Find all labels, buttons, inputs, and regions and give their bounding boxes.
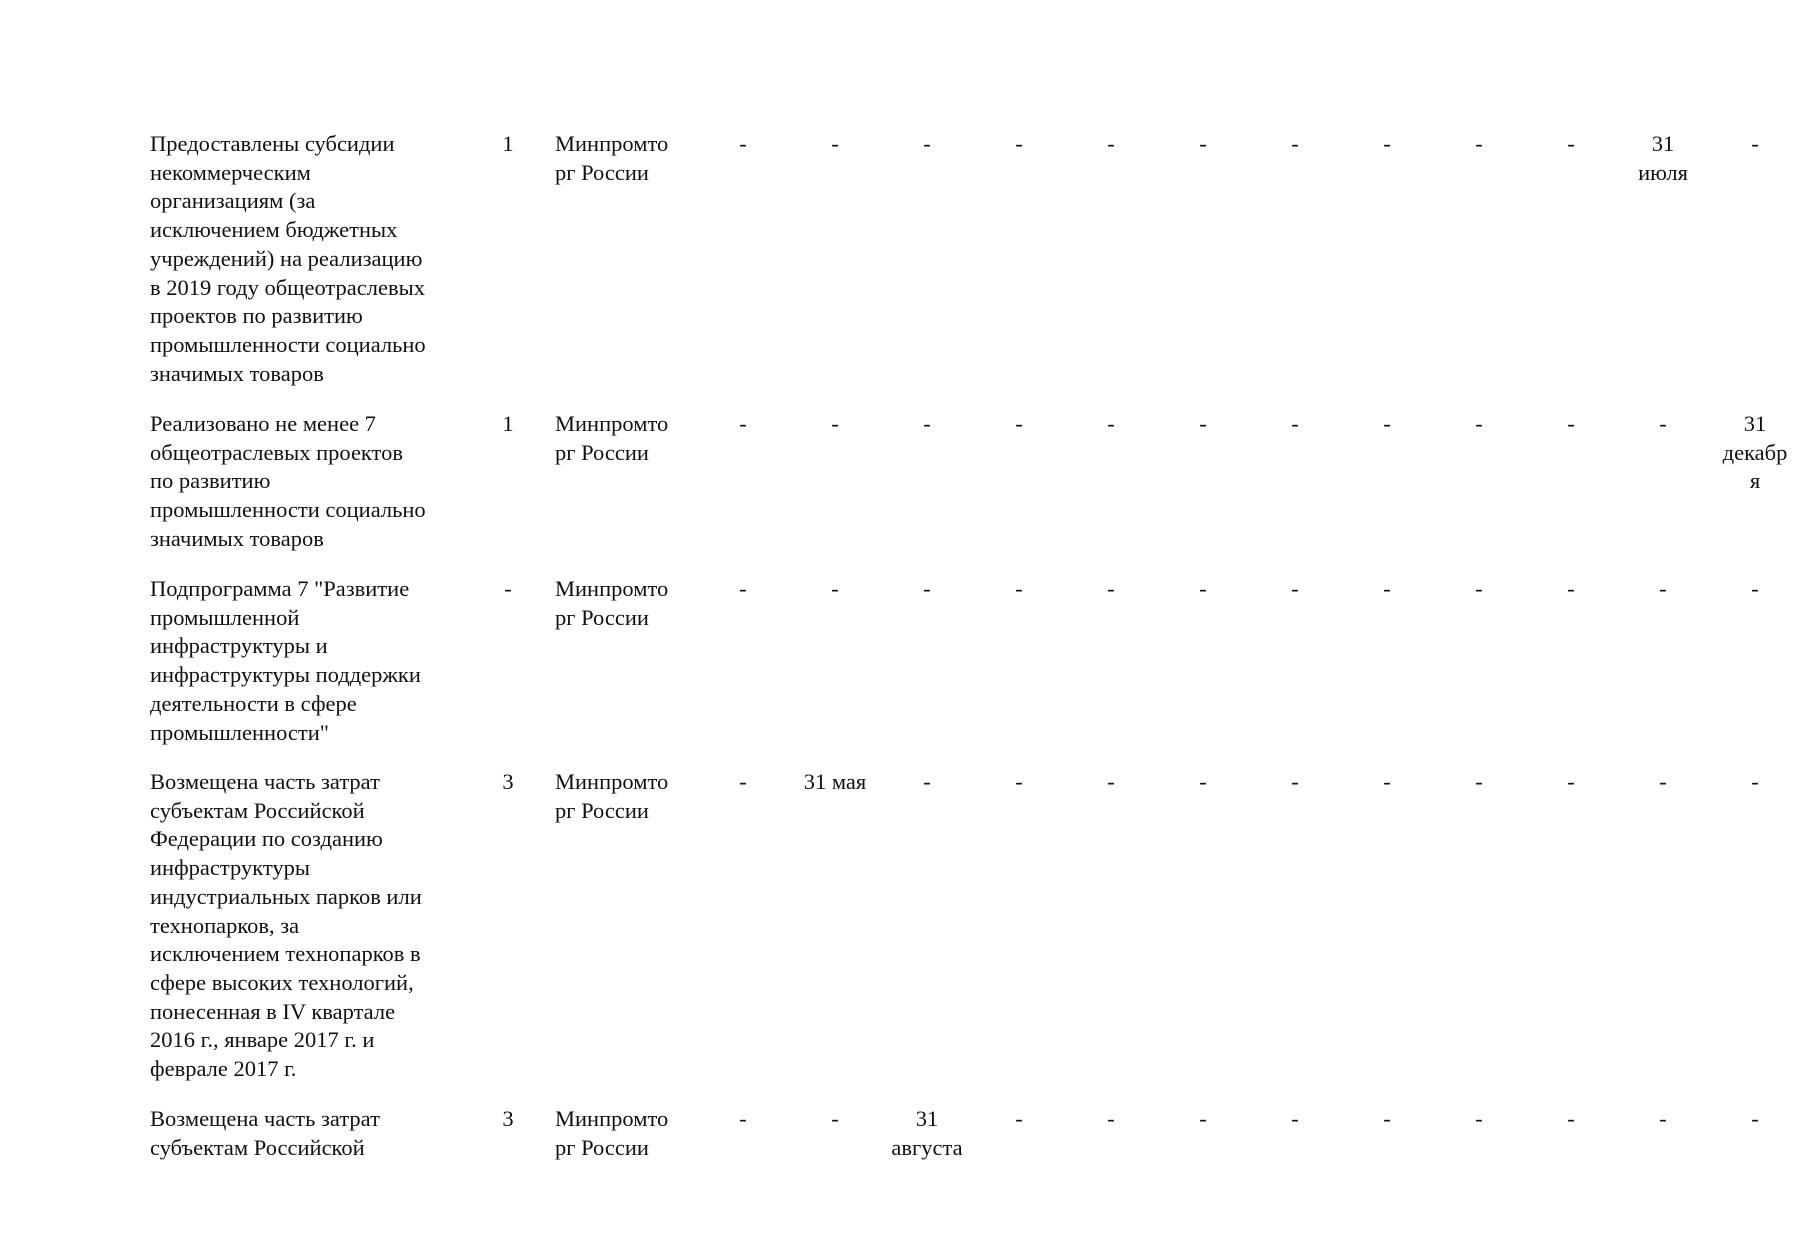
month-cell: - bbox=[1107, 411, 1115, 436]
row-number: 3 bbox=[502, 769, 514, 794]
month-cell: - bbox=[1383, 1106, 1391, 1131]
row-executor: Минпромто рг России bbox=[555, 1106, 669, 1160]
row-executor: Минпромто рг России bbox=[555, 131, 669, 185]
row-title: Возмещена часть затрат субъектам Российской bbox=[150, 1106, 380, 1160]
month-cell: - bbox=[1567, 769, 1575, 794]
row-number: - bbox=[504, 576, 512, 601]
month-cell: - bbox=[1751, 769, 1759, 794]
month-cell: - bbox=[1475, 769, 1483, 794]
month-cell: 31 августа bbox=[891, 1106, 963, 1160]
month-cell: - bbox=[739, 769, 747, 794]
month-cell: 31 июля bbox=[1638, 131, 1688, 185]
month-cell: - bbox=[1475, 131, 1483, 156]
row-executor: Минпромто рг России bbox=[555, 411, 669, 465]
month-cell: - bbox=[1107, 131, 1115, 156]
row-executor: Минпромто рг России bbox=[555, 576, 669, 630]
month-cell: - bbox=[1199, 1106, 1207, 1131]
month-cell: - bbox=[1199, 576, 1207, 601]
month-cell: - bbox=[1751, 576, 1759, 601]
row-number: 1 bbox=[502, 131, 514, 156]
month-cell: - bbox=[1659, 1106, 1667, 1131]
month-cell: 31 мая bbox=[803, 769, 867, 794]
month-cell: - bbox=[1567, 131, 1575, 156]
month-cell: - bbox=[923, 131, 931, 156]
month-cell: - bbox=[1199, 769, 1207, 794]
month-cell: - bbox=[1291, 576, 1299, 601]
month-cell: - bbox=[1383, 769, 1391, 794]
month-cell: - bbox=[739, 131, 747, 156]
month-cell: - bbox=[1659, 411, 1667, 436]
row-title: Предоставлены субсидии некоммерческим организациям (за исключением бюджетных учреждений) на реализацию в 2019 году общеотраслевых проектов по развитию промышленности социально значимых товаров bbox=[150, 131, 426, 386]
month-cell: - bbox=[1475, 576, 1483, 601]
month-cell: - bbox=[831, 411, 839, 436]
month-cell: - bbox=[1659, 769, 1667, 794]
month-cell: - bbox=[1199, 411, 1207, 436]
month-cell: - bbox=[1291, 769, 1299, 794]
month-cell: - bbox=[1199, 131, 1207, 156]
month-cell: - bbox=[1567, 1106, 1575, 1131]
month-cell: - bbox=[831, 1106, 839, 1131]
month-cell: - bbox=[1015, 576, 1023, 601]
month-cell: - bbox=[1107, 576, 1115, 601]
row-number: 1 bbox=[502, 411, 514, 436]
month-cell: - bbox=[1567, 576, 1575, 601]
month-cell: - bbox=[923, 411, 931, 436]
month-cell: - bbox=[1015, 769, 1023, 794]
month-cell: - bbox=[739, 1106, 747, 1131]
row-title: Подпрограмма 7 "Развитие промышленной инфраструктуры и инфраструктуры поддержки деятельности в сфере промышленности" bbox=[150, 576, 421, 745]
month-cell: - bbox=[1291, 411, 1299, 436]
row-executor: Минпромто рг России bbox=[555, 769, 669, 823]
month-cell: 31 декабр я bbox=[1722, 411, 1788, 494]
month-cell: - bbox=[923, 576, 931, 601]
month-cell: - bbox=[1383, 131, 1391, 156]
month-cell: - bbox=[1291, 1106, 1299, 1131]
month-cell: - bbox=[1475, 411, 1483, 436]
month-cell: - bbox=[1015, 1106, 1023, 1131]
row-title: Возмещена часть затрат субъектам Российской Федерации по созданию инфраструктуры индустриальных парков или технопарков, за исключением технопарков в сфере высоких технологий, понесенная в IV квартале 2016 г., январе 2017 г. и феврале 2017 г. bbox=[150, 769, 422, 1082]
month-cell: - bbox=[831, 576, 839, 601]
month-cell: - bbox=[923, 769, 931, 794]
month-cell: - bbox=[1475, 1106, 1483, 1131]
month-cell: - bbox=[739, 576, 747, 601]
month-cell: - bbox=[739, 411, 747, 436]
month-cell: - bbox=[1107, 1106, 1115, 1131]
row-title: Реализовано не менее 7 общеотраслевых проектов по развитию промышленности социально значимых товаров bbox=[150, 411, 426, 551]
month-cell: - bbox=[1107, 769, 1115, 794]
month-cell: - bbox=[1383, 576, 1391, 601]
month-cell: - bbox=[1015, 411, 1023, 436]
row-number: 3 bbox=[502, 1106, 514, 1131]
month-cell: - bbox=[1659, 576, 1667, 601]
month-cell: - bbox=[1567, 411, 1575, 436]
month-cell: - bbox=[831, 131, 839, 156]
month-cell: - bbox=[1015, 131, 1023, 156]
month-cell: - bbox=[1383, 411, 1391, 436]
month-cell: - bbox=[1751, 1106, 1759, 1131]
month-cell: - bbox=[1291, 131, 1299, 156]
month-cell: - bbox=[1751, 131, 1759, 156]
